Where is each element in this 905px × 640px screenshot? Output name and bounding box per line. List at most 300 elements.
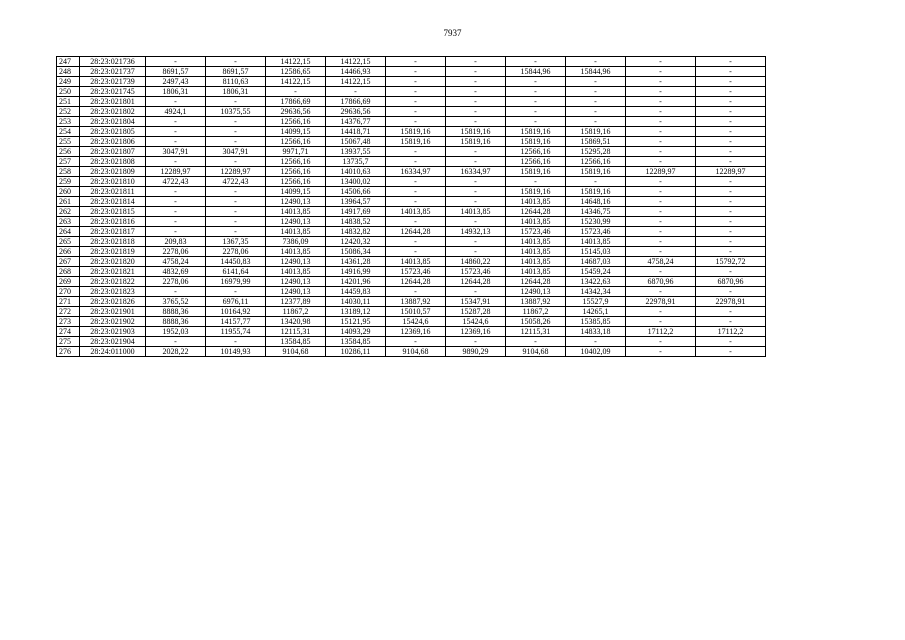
value-cell: -: [696, 187, 766, 197]
value-cell: -: [146, 57, 206, 67]
value-cell: -: [696, 347, 766, 357]
value-cell: 1806,31: [146, 87, 206, 97]
value-cell: 14376,77: [326, 117, 386, 127]
value-cell: 1952,03: [146, 327, 206, 337]
cadastral-number-cell: 28:23:021819: [80, 247, 146, 257]
value-cell: -: [146, 97, 206, 107]
value-cell: 1367,35: [206, 237, 266, 247]
value-cell: 14013,85: [266, 227, 326, 237]
value-cell: -: [696, 87, 766, 97]
row-number-cell: 252: [57, 107, 80, 117]
value-cell: -: [696, 97, 766, 107]
value-cell: 9104,68: [386, 347, 446, 357]
table-row: [57, 197, 766, 207]
row-number-cell: 251: [57, 97, 80, 107]
value-cell: -: [206, 57, 266, 67]
value-cell: -: [626, 287, 696, 297]
value-cell: 16334,97: [386, 167, 446, 177]
value-cell: 15819,16: [506, 137, 566, 147]
value-cell: -: [626, 317, 696, 327]
data-table: [56, 56, 766, 357]
value-cell: 10164,92: [206, 307, 266, 317]
table-row: [57, 227, 766, 237]
value-cell: 8888,36: [146, 317, 206, 327]
value-cell: -: [206, 197, 266, 207]
value-cell: 17112,2: [696, 327, 766, 337]
value-cell: 16334,97: [446, 167, 506, 177]
table-body: [57, 57, 766, 357]
value-cell: 15287,28: [446, 307, 506, 317]
value-cell: 10375,55: [206, 107, 266, 117]
value-cell: -: [206, 217, 266, 227]
row-number-cell: 255: [57, 137, 80, 147]
value-cell: 15869,51: [566, 137, 626, 147]
cadastral-number-cell: 28:23:021802: [80, 107, 146, 117]
table-row: [57, 277, 766, 287]
value-cell: 12115,31: [506, 327, 566, 337]
value-cell: 10286,11: [326, 347, 386, 357]
value-cell: 13887,92: [386, 297, 446, 307]
value-cell: -: [386, 87, 446, 97]
table-row: [57, 77, 766, 87]
value-cell: 15723,46: [506, 227, 566, 237]
value-cell: -: [206, 287, 266, 297]
value-cell: 14932,13: [446, 227, 506, 237]
value-cell: -: [146, 137, 206, 147]
value-cell: 2028,22: [146, 347, 206, 357]
value-cell: 14418,71: [326, 127, 386, 137]
value-cell: 14916,99: [326, 267, 386, 277]
value-cell: 2278,06: [146, 277, 206, 287]
value-cell: 14093,29: [326, 327, 386, 337]
cadastral-number-cell: 28:23:021816: [80, 217, 146, 227]
table-row: [57, 337, 766, 347]
value-cell: 12644,28: [446, 277, 506, 287]
value-cell: 14013,85: [506, 267, 566, 277]
value-cell: 14013,85: [506, 257, 566, 267]
value-cell: 11867,2: [266, 307, 326, 317]
value-cell: 15086,34: [326, 247, 386, 257]
value-cell: -: [626, 67, 696, 77]
cadastral-number-cell: 28:23:021815: [80, 207, 146, 217]
value-cell: 14013,85: [506, 197, 566, 207]
row-number-cell: 253: [57, 117, 80, 127]
value-cell: 12289,97: [696, 167, 766, 177]
value-cell: 14265,1: [566, 307, 626, 317]
value-cell: -: [696, 267, 766, 277]
value-cell: -: [506, 337, 566, 347]
cadastral-number-cell: 28:23:021739: [80, 77, 146, 87]
value-cell: 12644,28: [506, 277, 566, 287]
value-cell: 14013,85: [506, 247, 566, 257]
value-cell: 14833,18: [566, 327, 626, 337]
value-cell: 3765,52: [146, 297, 206, 307]
value-cell: -: [386, 117, 446, 127]
value-cell: 9104,68: [506, 347, 566, 357]
value-cell: 12566,16: [266, 117, 326, 127]
value-cell: -: [696, 237, 766, 247]
value-cell: -: [626, 147, 696, 157]
table-row: [57, 187, 766, 197]
value-cell: 16979,99: [206, 277, 266, 287]
value-cell: 14466,93: [326, 67, 386, 77]
value-cell: -: [506, 117, 566, 127]
cadastral-number-cell: 28:23:021811: [80, 187, 146, 197]
value-cell: -: [506, 57, 566, 67]
table-row: [57, 167, 766, 177]
value-cell: 15459,24: [566, 267, 626, 277]
row-number-cell: 249: [57, 77, 80, 87]
value-cell: 1806,31: [206, 87, 266, 97]
table-row: [57, 157, 766, 167]
value-cell: 15230,99: [566, 217, 626, 227]
value-cell: -: [566, 97, 626, 107]
row-number-cell: 268: [57, 267, 80, 277]
value-cell: -: [626, 227, 696, 237]
value-cell: 12377,89: [266, 297, 326, 307]
value-cell: -: [386, 77, 446, 87]
value-cell: -: [146, 287, 206, 297]
value-cell: 3047,91: [146, 147, 206, 157]
value-cell: 14838,52: [326, 217, 386, 227]
value-cell: -: [696, 227, 766, 237]
value-cell: 7386,09: [266, 237, 326, 247]
value-cell: -: [386, 147, 446, 157]
value-cell: -: [446, 157, 506, 167]
value-cell: 12566,16: [266, 157, 326, 167]
row-number-cell: 273: [57, 317, 80, 327]
value-cell: -: [566, 117, 626, 127]
row-number-cell: 271: [57, 297, 80, 307]
table-row: [57, 117, 766, 127]
value-cell: 13400,02: [326, 177, 386, 187]
page-number: 7937: [443, 28, 462, 38]
value-cell: -: [626, 77, 696, 87]
value-cell: -: [626, 347, 696, 357]
value-cell: 15819,16: [446, 127, 506, 137]
value-cell: -: [386, 97, 446, 107]
row-number-cell: 266: [57, 247, 80, 257]
value-cell: -: [386, 107, 446, 117]
value-cell: -: [506, 77, 566, 87]
value-cell: 14122,15: [326, 57, 386, 67]
value-cell: -: [446, 217, 506, 227]
value-cell: 12566,16: [506, 147, 566, 157]
cadastral-number-cell: 28:23:021810: [80, 177, 146, 187]
value-cell: 209,83: [146, 237, 206, 247]
value-cell: -: [206, 127, 266, 137]
row-number-cell: 274: [57, 327, 80, 337]
value-cell: 12490,13: [506, 287, 566, 297]
value-cell: 15347,91: [446, 297, 506, 307]
value-cell: 14122,15: [326, 77, 386, 87]
value-cell: -: [696, 107, 766, 117]
row-number-cell: 263: [57, 217, 80, 227]
value-cell: 14648,16: [566, 197, 626, 207]
value-cell: 15819,16: [506, 127, 566, 137]
value-cell: -: [206, 97, 266, 107]
value-cell: -: [266, 87, 326, 97]
value-cell: 13584,85: [326, 337, 386, 347]
value-cell: -: [696, 207, 766, 217]
value-cell: -: [566, 337, 626, 347]
value-cell: 15424,6: [446, 317, 506, 327]
cadastral-number-cell: 28:23:021817: [80, 227, 146, 237]
value-cell: 14860,22: [446, 257, 506, 267]
cadastral-number-cell: 28:23:021901: [80, 307, 146, 317]
row-number-cell: 264: [57, 227, 80, 237]
value-cell: -: [566, 57, 626, 67]
value-cell: -: [696, 197, 766, 207]
value-cell: -: [626, 127, 696, 137]
table-row: [57, 57, 766, 67]
value-cell: 14013,85: [506, 237, 566, 247]
value-cell: -: [446, 57, 506, 67]
value-cell: -: [626, 197, 696, 207]
value-cell: -: [446, 187, 506, 197]
value-cell: 14122,15: [266, 57, 326, 67]
value-cell: 14013,85: [566, 237, 626, 247]
value-cell: -: [696, 117, 766, 127]
value-cell: 14013,85: [266, 247, 326, 257]
value-cell: 2278,06: [146, 247, 206, 257]
value-cell: 15723,46: [386, 267, 446, 277]
row-number-cell: 262: [57, 207, 80, 217]
value-cell: 6976,11: [206, 297, 266, 307]
value-cell: 14361,28: [326, 257, 386, 267]
cadastral-number-cell: 28:23:021903: [80, 327, 146, 337]
value-cell: -: [696, 307, 766, 317]
value-cell: 12566,16: [266, 137, 326, 147]
value-cell: 15295,28: [566, 147, 626, 157]
value-cell: 14013,85: [446, 207, 506, 217]
value-cell: -: [146, 197, 206, 207]
cadastral-number-cell: 28:23:021806: [80, 137, 146, 147]
value-cell: 2497,43: [146, 77, 206, 87]
row-number-cell: 247: [57, 57, 80, 67]
value-cell: 22978,91: [696, 297, 766, 307]
table-row: [57, 67, 766, 77]
value-cell: 12369,16: [386, 327, 446, 337]
value-cell: -: [626, 97, 696, 107]
value-cell: -: [626, 177, 696, 187]
row-number-cell: 267: [57, 257, 80, 267]
value-cell: 4758,24: [626, 257, 696, 267]
value-cell: -: [146, 207, 206, 217]
value-cell: -: [626, 187, 696, 197]
value-cell: -: [386, 287, 446, 297]
table-row: [57, 237, 766, 247]
value-cell: 12369,16: [446, 327, 506, 337]
value-cell: 15819,16: [566, 187, 626, 197]
value-cell: -: [696, 317, 766, 327]
cadastral-number-cell: 28:23:021814: [80, 197, 146, 207]
row-number-cell: 260: [57, 187, 80, 197]
value-cell: 4758,24: [146, 257, 206, 267]
table-row: [57, 207, 766, 217]
value-cell: 8691,57: [206, 67, 266, 77]
value-cell: -: [206, 187, 266, 197]
value-cell: 13887,92: [506, 297, 566, 307]
value-cell: 14450,83: [206, 257, 266, 267]
value-cell: 8691,57: [146, 67, 206, 77]
row-number-cell: 256: [57, 147, 80, 157]
value-cell: 15844,96: [506, 67, 566, 77]
value-cell: -: [386, 157, 446, 167]
table-row: [57, 107, 766, 117]
value-cell: 17866,69: [266, 97, 326, 107]
value-cell: 29636,56: [326, 107, 386, 117]
table-row: [57, 177, 766, 187]
row-number-cell: 259: [57, 177, 80, 187]
value-cell: -: [206, 207, 266, 217]
cadastral-number-cell: 28:23:021801: [80, 97, 146, 107]
value-cell: -: [626, 137, 696, 147]
value-cell: 9890,29: [446, 347, 506, 357]
value-cell: -: [206, 157, 266, 167]
value-cell: 12115,31: [266, 327, 326, 337]
value-cell: -: [146, 187, 206, 197]
value-cell: 12289,97: [206, 167, 266, 177]
value-cell: 14917,69: [326, 207, 386, 217]
value-cell: -: [506, 107, 566, 117]
table-row: [57, 217, 766, 227]
value-cell: 14346,75: [566, 207, 626, 217]
cadastral-number-cell: 28:23:021902: [80, 317, 146, 327]
value-cell: -: [146, 157, 206, 167]
value-cell: 2278,06: [206, 247, 266, 257]
value-cell: -: [626, 117, 696, 127]
value-cell: 12644,28: [386, 277, 446, 287]
cadastral-number-cell: 28:23:021821: [80, 267, 146, 277]
value-cell: -: [696, 337, 766, 347]
value-cell: 13735,7: [326, 157, 386, 167]
cadastral-number-cell: 28:23:021809: [80, 167, 146, 177]
table-row: [57, 287, 766, 297]
value-cell: -: [386, 247, 446, 257]
value-cell: 29636,56: [266, 107, 326, 117]
value-cell: 15819,16: [446, 137, 506, 147]
table-row: [57, 87, 766, 97]
row-number-cell: 257: [57, 157, 80, 167]
value-cell: 15792,72: [696, 257, 766, 267]
table-row: [57, 317, 766, 327]
table-row: [57, 97, 766, 107]
value-cell: 15819,16: [566, 127, 626, 137]
value-cell: 14099,15: [266, 127, 326, 137]
value-cell: -: [696, 287, 766, 297]
value-cell: -: [446, 247, 506, 257]
value-cell: -: [386, 57, 446, 67]
value-cell: -: [626, 107, 696, 117]
value-cell: -: [446, 97, 506, 107]
table-row: [57, 257, 766, 267]
table-row: [57, 347, 766, 357]
row-number-cell: 276: [57, 347, 80, 357]
cadastral-number-cell: 28:24:011000: [80, 347, 146, 357]
row-number-cell: 254: [57, 127, 80, 137]
value-cell: 15385,85: [566, 317, 626, 327]
value-cell: 4924,1: [146, 107, 206, 117]
value-cell: -: [386, 337, 446, 347]
row-number-cell: 250: [57, 87, 80, 97]
value-cell: -: [696, 67, 766, 77]
value-cell: 15424,6: [386, 317, 446, 327]
table-row: [57, 127, 766, 137]
value-cell: -: [446, 67, 506, 77]
cadastral-number-cell: 28:23:021822: [80, 277, 146, 287]
value-cell: -: [626, 247, 696, 257]
value-cell: 12644,28: [506, 207, 566, 217]
value-cell: 14099,15: [266, 187, 326, 197]
value-cell: 14030,11: [326, 297, 386, 307]
value-cell: -: [446, 77, 506, 87]
value-cell: 12566,16: [566, 157, 626, 167]
value-cell: 4722,43: [146, 177, 206, 187]
value-cell: -: [566, 177, 626, 187]
value-cell: -: [446, 337, 506, 347]
value-cell: -: [626, 237, 696, 247]
value-cell: 11867,2: [506, 307, 566, 317]
value-cell: 12289,97: [146, 167, 206, 177]
cadastral-number-cell: 28:23:021737: [80, 67, 146, 77]
value-cell: 14013,85: [386, 207, 446, 217]
value-cell: 10402,09: [566, 347, 626, 357]
value-cell: 14122,15: [266, 77, 326, 87]
value-cell: -: [626, 267, 696, 277]
row-number-cell: 275: [57, 337, 80, 347]
value-cell: -: [146, 227, 206, 237]
value-cell: -: [146, 337, 206, 347]
value-cell: 17112,2: [626, 327, 696, 337]
value-cell: 4722,43: [206, 177, 266, 187]
value-cell: -: [206, 117, 266, 127]
value-cell: 14832,82: [326, 227, 386, 237]
value-cell: -: [146, 127, 206, 137]
value-cell: -: [626, 57, 696, 67]
cadastral-number-cell: 28:23:021745: [80, 87, 146, 97]
value-cell: 6870,96: [696, 277, 766, 287]
cadastral-number-cell: 28:23:021808: [80, 157, 146, 167]
value-cell: -: [696, 247, 766, 257]
value-cell: 12644,28: [386, 227, 446, 237]
value-cell: 8888,36: [146, 307, 206, 317]
value-cell: -: [146, 117, 206, 127]
table-row: [57, 247, 766, 257]
value-cell: 12566,16: [266, 167, 326, 177]
table-row: [57, 297, 766, 307]
value-cell: 9971,71: [266, 147, 326, 157]
value-cell: 11955,74: [206, 327, 266, 337]
value-cell: -: [386, 187, 446, 197]
value-cell: -: [566, 107, 626, 117]
value-cell: 14687,03: [566, 257, 626, 267]
table-row: [57, 147, 766, 157]
value-cell: 15844,96: [566, 67, 626, 77]
cadastral-number-cell: 28:23:021804: [80, 117, 146, 127]
value-cell: 15058,26: [506, 317, 566, 327]
value-cell: 14157,77: [206, 317, 266, 327]
value-cell: -: [386, 177, 446, 187]
value-cell: -: [206, 337, 266, 347]
value-cell: -: [626, 217, 696, 227]
value-cell: 13189,12: [326, 307, 386, 317]
value-cell: -: [446, 197, 506, 207]
value-cell: 17866,69: [326, 97, 386, 107]
value-cell: 13422,63: [566, 277, 626, 287]
cadastral-number-cell: 28:23:021826: [80, 297, 146, 307]
value-cell: -: [386, 237, 446, 247]
